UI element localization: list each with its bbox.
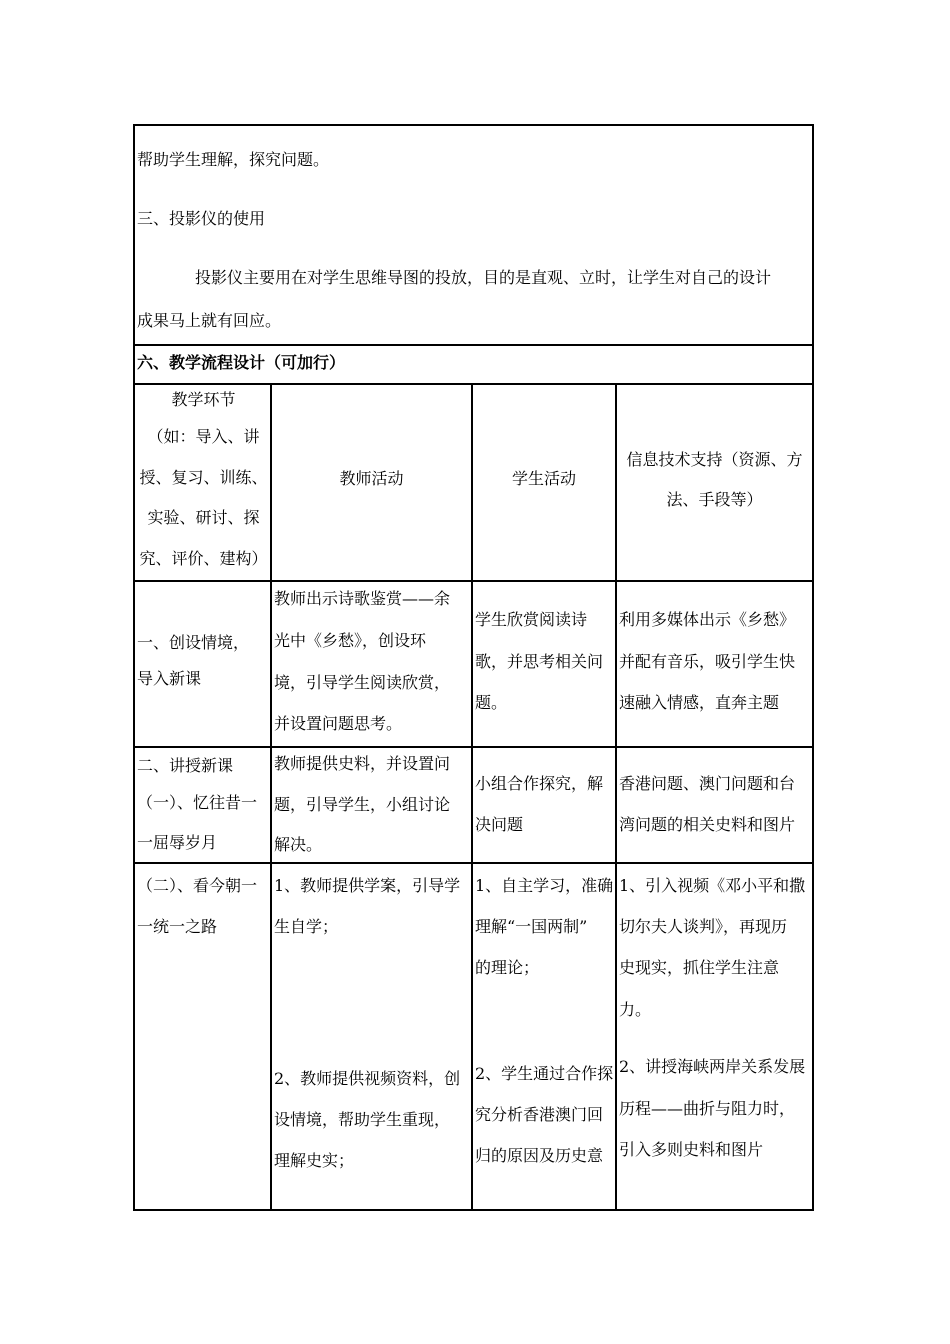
header-tech-line: 法、手段等） (666, 490, 763, 509)
header-stage-line: 实验、研讨、探 (147, 508, 260, 527)
intro-paragraph-line2: 成果马上就有回应。 (137, 311, 282, 330)
row3-stage-line: （二）、看今朝一 (137, 876, 258, 895)
row1-teacher-line: 光中《乡愁》，创设环 (274, 631, 427, 650)
row3-student-line: 1、自主学习，准确 (475, 876, 614, 895)
row1-tech-line: 速融入情感，直奔主题 (619, 693, 780, 712)
row2-teacher-line: 解决。 (274, 835, 323, 854)
intro-paragraph-line1: 投影仪主要用在对学生思维导图的投放，目的是直观、立时，让学生对自己的设计 (195, 268, 772, 287)
row-divider (133, 746, 814, 748)
row3-teacher-line: 2、教师提供视频资料，创 (274, 1069, 461, 1088)
row3-tech-line: 2、讲授海峡两岸关系发展 (619, 1057, 806, 1076)
row2-student-line: 小组合作探究，解 (475, 774, 604, 793)
row2-stage-line: 一屈辱岁月 (137, 833, 218, 852)
header-teacher: 教师活动 (339, 469, 404, 488)
row1-student-line: 歌，并思考相关问 (475, 652, 604, 671)
row3-teacher-line: 理解史实； (274, 1151, 355, 1170)
header-stage-line: 教学环节 (171, 390, 236, 409)
intro-line: 帮助学生理解，探究问题。 (137, 150, 330, 169)
section-title: 六、教学流程设计（可加行） (137, 353, 346, 372)
header-tech-line: 信息技术支持（资源、方 (626, 450, 803, 469)
row3-tech-line: 力。 (619, 1000, 652, 1019)
row3-tech-line: 1、引入视频《邓小平和撒 (619, 876, 806, 895)
row3-student-line: 理解“一国两制” (475, 917, 588, 936)
row3-student-line: 2、学生通过合作探 (475, 1064, 614, 1083)
row1-teacher-line: 境，引导学生阅读欣赏， (274, 673, 451, 692)
row2-student-line: 决问题 (475, 815, 524, 834)
row-divider (133, 580, 814, 582)
row1-tech-line: 并配有音乐，吸引学生快 (619, 652, 796, 671)
row2-teacher-line: 教师提供史料，并设置问 (274, 754, 451, 773)
column-divider (270, 383, 272, 1211)
row3-tech-line: 引入多则史料和图片 (619, 1140, 764, 1159)
row1-student-line: 学生欣赏阅读诗 (475, 610, 588, 629)
row1-teacher-line: 并设置问题思考。 (274, 714, 403, 733)
row3-tech-line: 历程——曲折与阻力时， (619, 1099, 796, 1118)
intro-heading: 三、投影仪的使用 (137, 209, 266, 228)
row2-tech-line: 湾问题的相关史料和图片 (619, 815, 796, 834)
row3-tech-line: 史现实，抓住学生注意 (619, 958, 780, 977)
row1-stage-line: 导入新课 (137, 669, 202, 688)
row1-teacher-line: 教师出示诗歌鉴赏——余 (274, 589, 451, 608)
row3-student-line: 归的原因及历史意 (475, 1146, 604, 1165)
row-divider (133, 383, 814, 385)
row3-teacher-line: 生自学； (274, 917, 339, 936)
row3-student-line: 究分析香港澳门回 (475, 1105, 604, 1124)
row-divider (133, 344, 814, 346)
row1-stage-line: 一、创设情境， (137, 633, 250, 652)
row1-tech-line: 利用多媒体出示《乡愁》 (619, 610, 796, 629)
row3-teacher-line: 设情境，帮助学生重现， (274, 1110, 451, 1129)
row2-stage-line: （一）、忆往昔一 (137, 793, 258, 812)
row3-student-line: 的理论； (475, 958, 540, 977)
row3-stage-line: 一统一之路 (137, 917, 218, 936)
header-stage-line: （如：导入、讲 (147, 427, 260, 446)
column-divider (471, 383, 473, 1211)
row1-student-line: 题。 (475, 693, 508, 712)
header-student: 学生活动 (511, 469, 576, 488)
row3-tech-line: 切尔夫人谈判》，再现历 (619, 917, 788, 936)
row2-stage-line: 二、讲授新课 (137, 756, 234, 775)
row2-tech-line: 香港问题、澳门问题和台 (619, 774, 796, 793)
row-divider (133, 862, 814, 864)
header-stage-line: 究、评价、建构） (139, 549, 268, 568)
row2-teacher-line: 题，引导学生，小组讨论 (274, 795, 451, 814)
header-stage-line: 授、复习、训练、 (139, 468, 268, 487)
row3-teacher-line: 1、教师提供学案，引导学 (274, 876, 461, 895)
